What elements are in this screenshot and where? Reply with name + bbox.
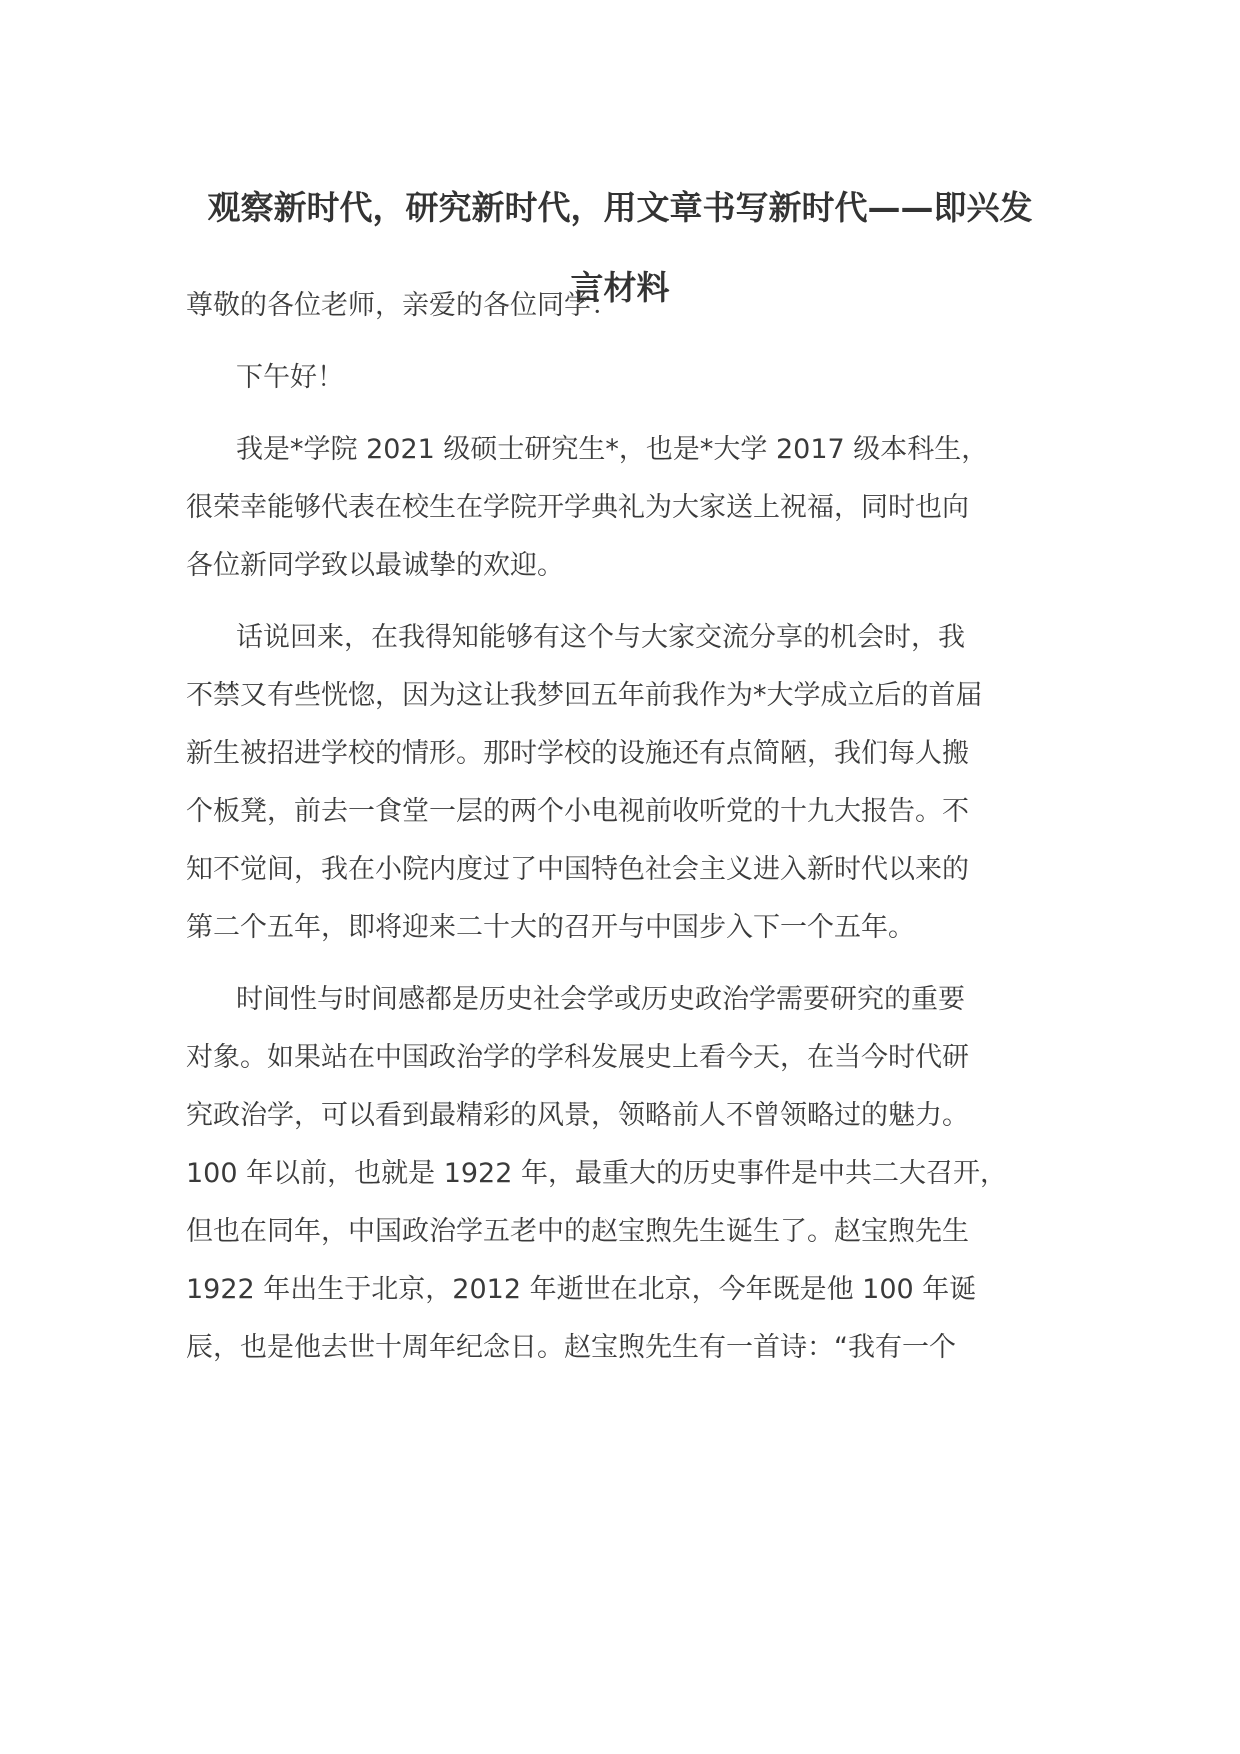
title-line-1: 观察新时代，研究新时代，用文章书写新时代——即兴发 bbox=[207, 188, 1033, 227]
paragraph-3-line-2: 对象。如果站在中国政治学的学科发展史上看今天，在当今时代研 bbox=[186, 1042, 969, 1073]
paragraph-2-line-5: 知不觉间，我在小院内度过了中国特色社会主义进入新时代以来的 bbox=[186, 854, 969, 885]
salutation: 尊敬的各位老师，亲爱的各位同学： bbox=[186, 290, 618, 321]
paragraph-2-line-2: 不禁又有些恍惚，因为这让我梦回五年前我作为*大学成立后的首届 bbox=[186, 680, 983, 711]
paragraph-2-line-1: 话说回来，在我得知能够有这个与大家交流分享的机会时，我 bbox=[236, 622, 965, 653]
paragraph-3-line-6: 1922 年出生于北京，2012 年逝世在北京，今年既是他 100 年诞 bbox=[186, 1274, 977, 1305]
paragraph-3-line-4: 100 年以前，也就是 1922 年，最重大的历史事件是中共二大召开， bbox=[186, 1158, 1007, 1189]
paragraph-2-line-6: 第二个五年，即将迎来二十大的召开与中国步入下一个五年。 bbox=[186, 912, 915, 943]
greeting: 下午好！ bbox=[236, 362, 344, 393]
paragraph-1-line-3: 各位新同学致以最诚挚的欢迎。 bbox=[186, 550, 564, 581]
paragraph-1-line-2: 很荣幸能够代表在校生在学院开学典礼为大家送上祝福，同时也向 bbox=[186, 492, 969, 523]
paragraph-3-line-3: 究政治学，可以看到最精彩的风景，领略前人不曾领略过的魅力。 bbox=[186, 1100, 969, 1131]
paragraph-3-line-1: 时间性与时间感都是历史社会学或历史政治学需要研究的重要 bbox=[236, 984, 965, 1015]
paragraph-3-line-5: 但也在同年，中国政治学五老中的赵宝煦先生诞生了。赵宝煦先生 bbox=[186, 1216, 969, 1247]
paragraph-2-line-4: 个板凳，前去一食堂一层的两个小电视前收听党的十九大报告。不 bbox=[186, 796, 969, 827]
paragraph-1-line-1: 我是*学院 2021 级硕士研究生*，也是*大学 2017 级本科生， bbox=[236, 434, 989, 465]
paragraph-3-line-7: 辰，也是他去世十周年纪念日。赵宝煦先生有一首诗：“我有一个 bbox=[186, 1332, 956, 1363]
title-line-2: 言材料 bbox=[570, 268, 670, 307]
paragraph-2-line-3: 新生被招进学校的情形。那时学校的设施还有点简陋，我们每人搬 bbox=[186, 738, 969, 769]
